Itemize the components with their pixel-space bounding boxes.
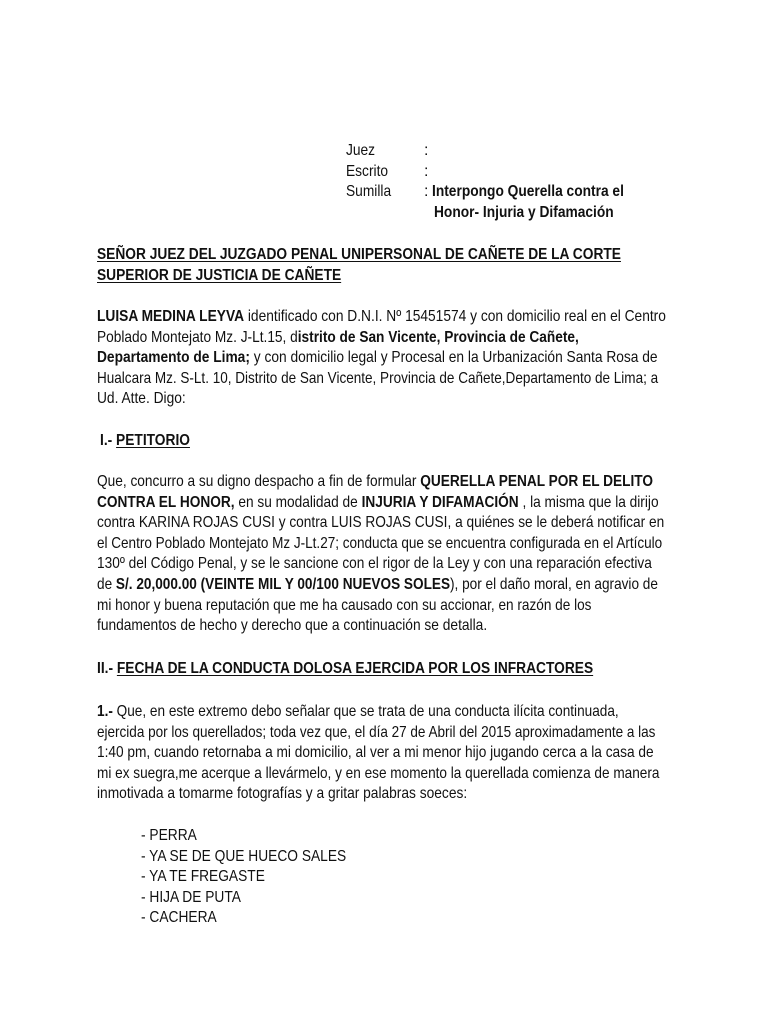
- header-row-juez: [346, 141, 666, 162]
- juez-colon: :: [424, 142, 429, 159]
- s2-line5: inmotivada a tomarme fotografías y a gritar palabras soeces:: [97, 785, 468, 803]
- s1-line7: mi honor y buena reputación que me ha causado con su accionar, en razón de los: [97, 596, 592, 614]
- juez-label: Juez: [346, 142, 376, 159]
- document-header: [346, 141, 666, 223]
- intro-line1: identificado con D.N.I. Nº 15451574 y con domicilio real en el Centro: [244, 308, 666, 325]
- s1-line6-a: de: [97, 575, 116, 593]
- plaintiff-name: LUISA MEDINA LEYVA: [97, 308, 245, 325]
- s1-line3: contra KARINA ROJAS CUSI y contra LUIS ROJAS CUSI, a quiénes se le deberá notificar en: [97, 514, 665, 532]
- s2-line1: Que, en este extremo debo señalar que se trata de una conducta ilícita continuada,: [112, 703, 619, 720]
- s1-line5: 130º del Código Penal, y se le sancione con el rigor de la Ley y con una reparación efectiva: [97, 555, 652, 573]
- addressee-line1: SEÑOR JUEZ DEL JUZGADO PENAL UNIPERSONAL DE CAÑETE DE LA CORTE: [97, 246, 621, 263]
- insults-list: [141, 826, 380, 929]
- list-item: - YA TE FREGASTE: [141, 868, 265, 886]
- intro-paragraph: [97, 307, 697, 410]
- section1-number: I.-: [100, 432, 117, 449]
- header-row-sumilla: [346, 182, 666, 203]
- s2-line4: mi ex suegra,me acerque a llevármelo, y en ese momento la querellada comienza de manera: [97, 764, 660, 782]
- intro-line3-b: y con domicilio legal y Procesal en la Urbanización Santa Rosa de: [249, 349, 658, 367]
- s1-line4: el Centro Poblado Montejato Mz J-Lt.27; conducta que se encuentra configurada en el Artículo: [97, 534, 663, 552]
- s1-line6-c: ), por el daño moral, en agravio de: [450, 575, 658, 593]
- intro-line3-a: Departamento de Lima;: [97, 349, 250, 367]
- s1-line2-a: CONTRA EL HONOR,: [97, 493, 235, 511]
- list-item: - CACHERA: [141, 909, 217, 927]
- s2-line3: 1:40 pm, cuando retornaba a mi domicilio, al ver a mi menor hijo jugando cerca a la casa de: [97, 744, 654, 762]
- list-item: - PERRA: [141, 827, 197, 844]
- s1-line1-b: QUERELLA PENAL POR EL DELITO: [420, 473, 654, 490]
- header-row-sumilla-cont: [346, 203, 666, 224]
- section2-number: II.-: [97, 660, 117, 677]
- s1-line8: fundamentos de hecho y derecho que a continuación se detalla.: [97, 617, 488, 635]
- s1-line2-d: , la misma que la dirijo: [518, 493, 659, 511]
- s1-line2-c: INJURIA Y DIFAMACIÓN: [361, 493, 519, 511]
- header-row-escrito: [346, 162, 666, 183]
- section1-heading: [100, 431, 700, 452]
- intro-line2-a: Poblado Montejato Mz. J-Lt.15, d: [97, 328, 298, 346]
- intro-line2-b: istrito de San Vicente, Provincia de Cañete,: [297, 328, 579, 346]
- sumilla-value-line1: Interpongo Querella contra el: [432, 183, 624, 201]
- addressee-line2: SUPERIOR DE JUSTICIA DE CAÑETE: [97, 266, 342, 284]
- list-item: - YA SE DE QUE HUECO SALES: [141, 847, 347, 865]
- intro-line5: Ud. Atte. Digo:: [97, 390, 186, 408]
- section2-heading: [97, 659, 697, 680]
- intro-line4: Hualcara Mz. S-Lt. 10, Distrito de San Vicente, Provincia de Cañete,Departamento de Lima; a: [97, 369, 659, 387]
- s2-line2: ejercida por los querellados; toda vez que, el día 27 de Abril del 2015 aproximadamente a las: [97, 723, 656, 741]
- s1-line1-a: Que, concurro a su digno despacho a fin de formular: [97, 473, 421, 490]
- list-item: - HIJA DE PUTA: [141, 888, 241, 906]
- escrito-label: Escrito: [346, 162, 389, 180]
- section1-title: PETITORIO: [116, 432, 190, 449]
- addressee: [97, 245, 697, 286]
- s2-paragraph-number: 1.-: [97, 703, 113, 720]
- section2-paragraph: [97, 702, 697, 805]
- s1-line2-b: en su modalidad de: [234, 493, 362, 511]
- sumilla-label: Sumilla: [346, 183, 392, 201]
- section1-paragraph: [97, 472, 697, 637]
- s1-line6-b: S/. 20,000.00 (VEINTE MIL Y 00/100 NUEVOS SOLES: [115, 575, 451, 593]
- escrito-colon: :: [424, 162, 429, 180]
- sumilla-value-line2: Honor- Injuria y Difamación: [434, 203, 614, 221]
- sumilla-colon: :: [424, 183, 429, 201]
- section2-title: FECHA DE LA CONDUCTA DOLOSA EJERCIDA POR LOS INFRACTORES: [116, 660, 594, 677]
